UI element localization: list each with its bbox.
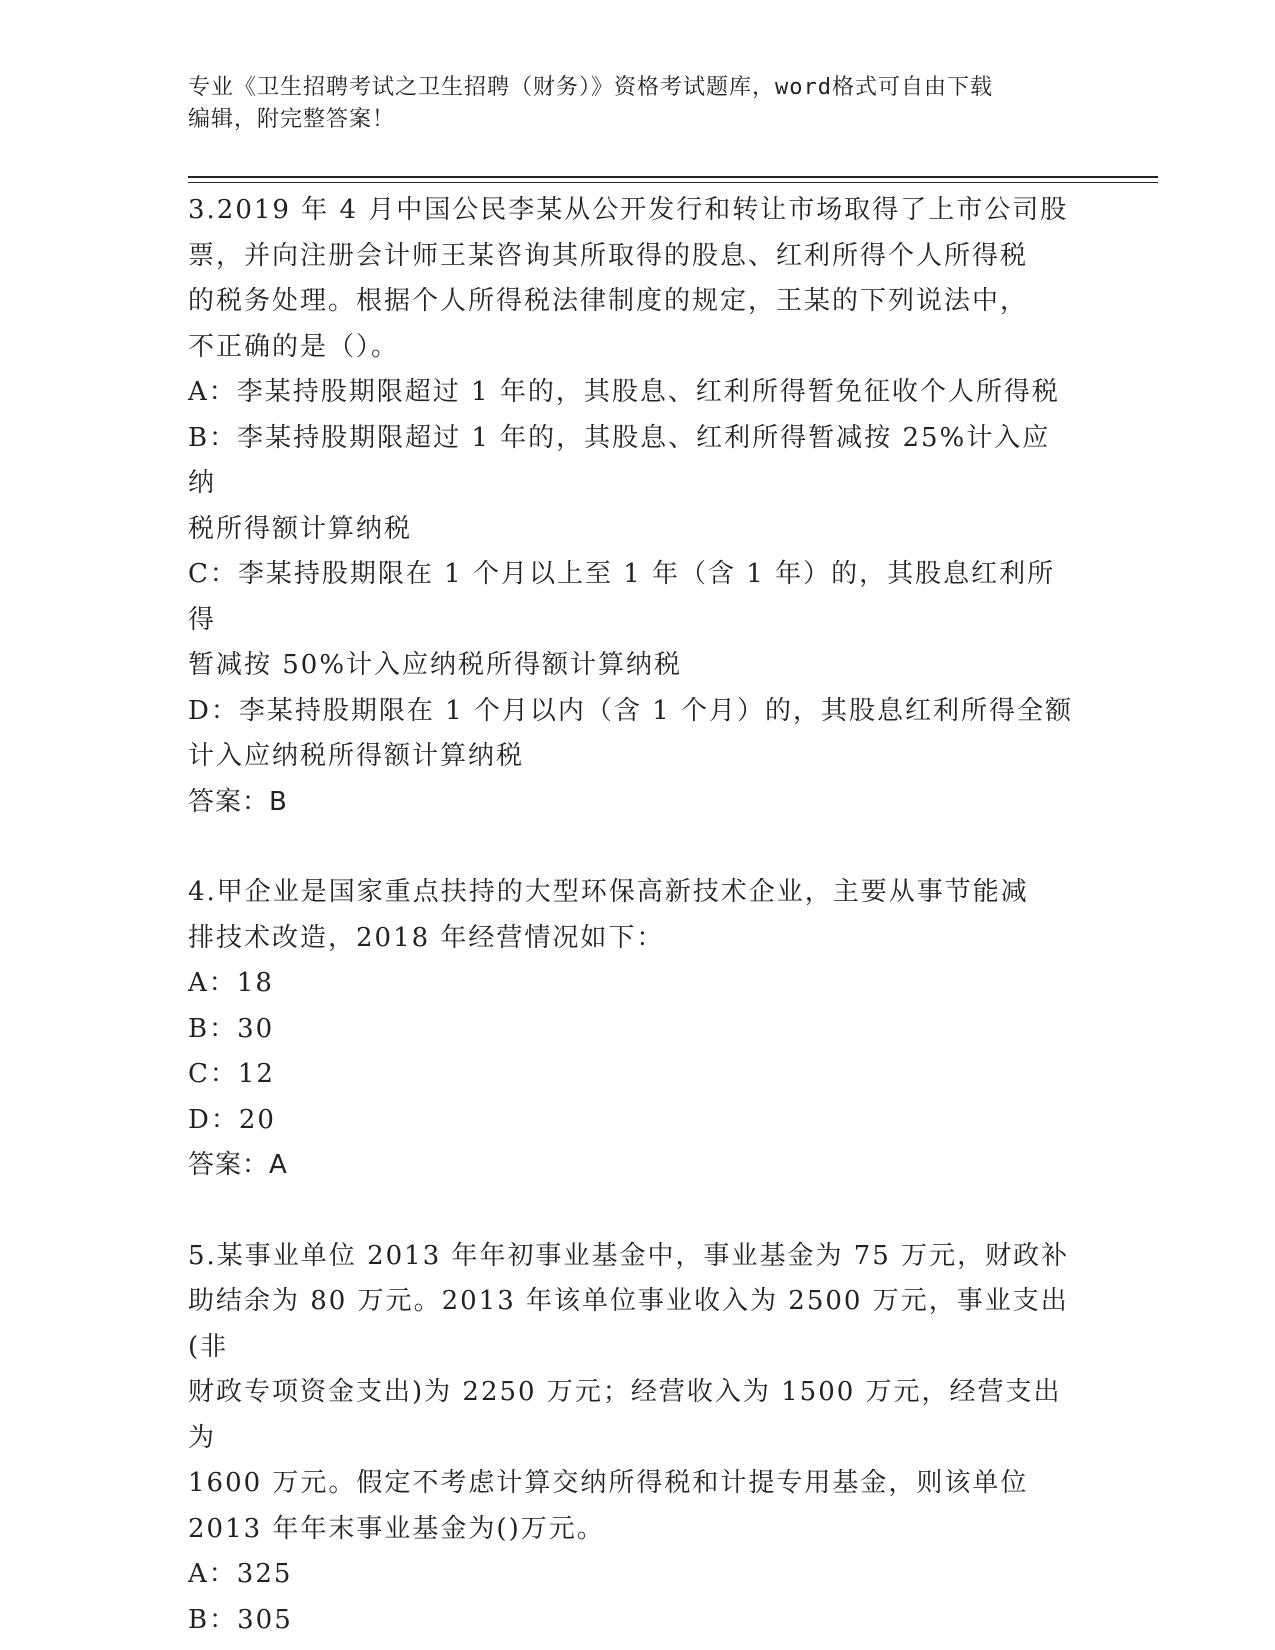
question-stem-line: 助结余为 80 万元。2013 年该单位事业收入为 2500 万元，事业支出(非 (188, 1286, 1069, 1362)
question-stem-line: 3.2019 年 4 月中国公民李某从公开发行和转让市场取得了上市公司股 (188, 195, 1069, 225)
question-stem-line: 排技术改造，2018 年经营情况如下： (188, 922, 665, 953)
header-divider-thin (188, 182, 1158, 183)
question-5 (188, 1234, 1078, 1644)
question-stem-line: 1600 万元。假定不考虑计算交纳所得税和计提专用基金，则该单位 (188, 1468, 1029, 1498)
option-a: A：李某持股期限超过 1 年的，其股息、红利所得暂免征收个人所得税 (188, 377, 1060, 407)
option-d-cont: 计入应纳税所得额计算纳税 (188, 741, 525, 771)
question-list (188, 188, 1078, 1643)
option-a: A：325 (188, 1559, 293, 1589)
question-stem-line: 4.甲企业是国家重点扶持的大型环保高新技术企业，主要从事节能减 (188, 877, 1029, 907)
option-c: C：12 (188, 1059, 275, 1089)
option-b: B：李某持股期限超过 1 年的，其股息、红利所得暂减按 25%计入应纳 (188, 422, 1051, 498)
document-header (188, 72, 1068, 136)
question-stem-line: 5.某事业单位 2013 年年初事业基金中，事业基金为 75 万元，财政补 (188, 1240, 1070, 1271)
option-a: A：18 (188, 968, 274, 998)
option-b: B：305 (188, 1604, 293, 1635)
answer-line: 答案：B (188, 786, 288, 817)
spacer (188, 1189, 1078, 1234)
question-stem-line: 不正确的是（）。 (188, 331, 400, 362)
option-c: C：李某持股期限在 1 个月以上至 1 年（含 1 年）的，其股息红利所得 (188, 559, 1056, 635)
header-line-2: 编辑，附完整答案！ (188, 107, 396, 132)
option-d: D：20 (188, 1104, 276, 1135)
option-c-cont: 暂减按 50%计入应纳税所得额计算纳税 (188, 650, 683, 680)
question-stem-line: 票，并向注册会计师王某咨询其所取得的股息、红利所得个人所得税 (188, 240, 1029, 271)
question-stem-line: 2013 年年末事业基金为()万元。 (188, 1513, 605, 1544)
answer-line: 答案：A (188, 1150, 288, 1180)
question-stem-line: 的税务处理。根据个人所得税法律制度的规定，王某的下列说法中， (188, 286, 1029, 316)
question-stem-line: 财政专项资金支出)为 2250 万元；经营收入为 1500 万元，经营支出为 (188, 1377, 1062, 1453)
option-d: D：李某持股期限在 1 个月以内（含 1 个月）的，其股息红利所得全额 (188, 695, 1073, 726)
header-divider-thick (188, 176, 1158, 178)
question-4 (188, 870, 1078, 1189)
question-3 (188, 188, 1078, 825)
spacer (188, 825, 1078, 870)
header-line-1: 专业《卫生招聘考试之卫生招聘（财务）》资格考试题库，word格式可自由下载 (188, 75, 993, 100)
option-b: B：30 (188, 1013, 275, 1044)
option-b-cont: 税所得额计算纳税 (188, 513, 413, 544)
